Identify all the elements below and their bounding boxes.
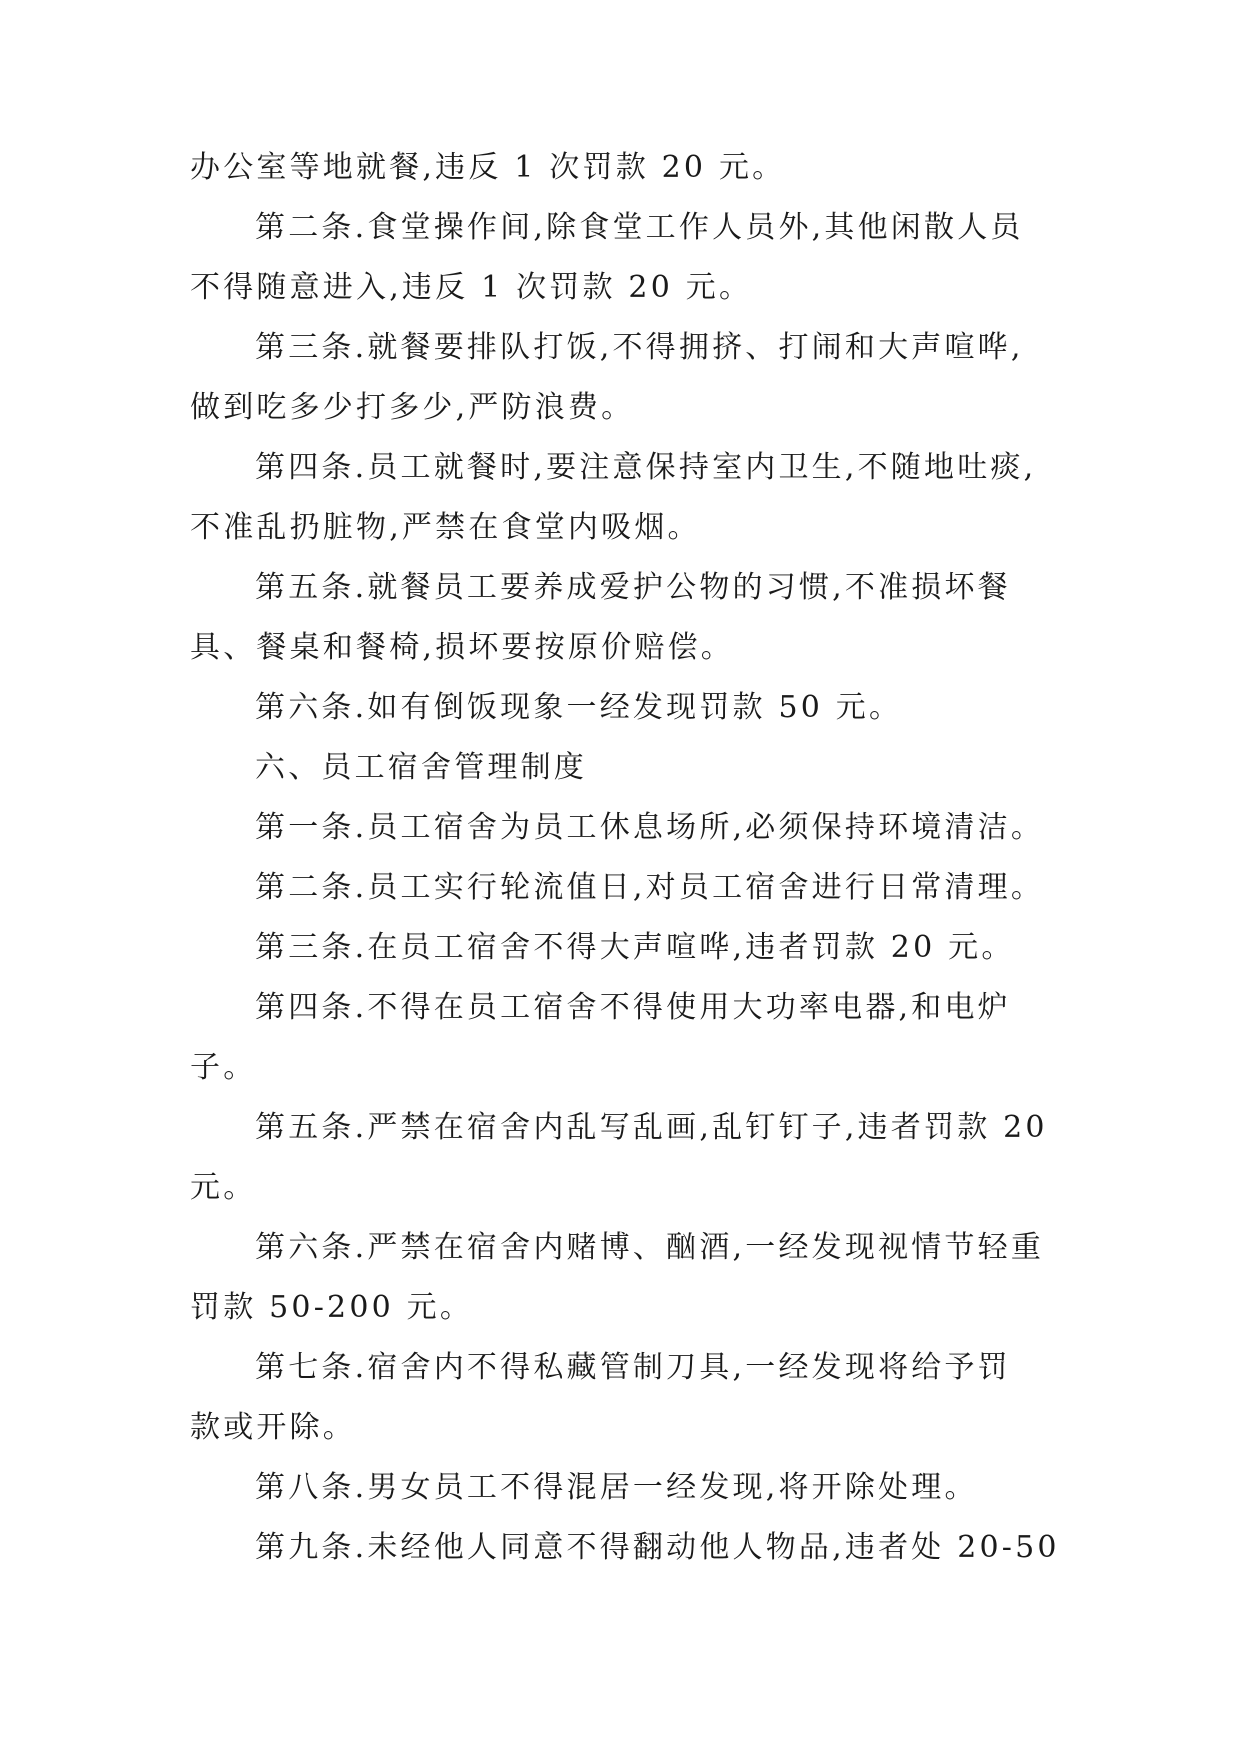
text-line: 第三条.就餐要排队打饭,不得拥挤、打闹和大声喧哗, xyxy=(255,330,1024,365)
text-line: 罚款 50-200 元。 xyxy=(190,1290,474,1325)
text-line: 办公室等地就餐,违反 1 次罚款 20 元。 xyxy=(190,150,786,185)
text-line: 第二条.员工实行轮流值日,对员工宿舍进行日常清理。 xyxy=(255,870,1045,905)
text-line: 具、餐桌和餐椅,损坏要按原价赔偿。 xyxy=(190,630,734,665)
text-line: 第六条.严禁在宿舍内赌博、酗酒,一经发现视情节轻重 xyxy=(255,1230,1045,1265)
text-line: 第三条.在员工宿舍不得大声喧哗,违者罚款 20 元。 xyxy=(255,930,1015,965)
text-line: 第五条.严禁在宿舍内乱写乱画,乱钉钉子,违者罚款 20 xyxy=(255,1110,1048,1145)
text-line: 第六条.如有倒饭现象一经发现罚款 50 元。 xyxy=(255,690,903,725)
text-line: 第八条.男女员工不得混居一经发现,将开除处理。 xyxy=(255,1470,978,1505)
text-line: 第四条.员工就餐时,要注意保持室内卫生,不随地吐痰, xyxy=(255,450,1037,485)
text-line: 第九条.未经他人同意不得翻动他人物品,违者处 20-50 xyxy=(255,1530,1060,1565)
text-line: 第七条.宿舍内不得私藏管制刀具,一经发现将给予罚 xyxy=(255,1350,1011,1385)
text-line: 做到吃多少打多少,严防浪费。 xyxy=(190,390,635,425)
section-heading: 六、员工宿舍管理制度 xyxy=(255,750,587,785)
text-line: 第四条.不得在员工宿舍不得使用大功率电器,和电炉 xyxy=(255,990,1011,1025)
text-line: 第一条.员工宿舍为员工休息场所,必须保持环境清洁。 xyxy=(255,810,1045,845)
text-line: 元。 xyxy=(190,1170,257,1205)
text-line: 子。 xyxy=(190,1050,257,1085)
text-line: 不准乱扔脏物,严禁在食堂内吸烟。 xyxy=(190,510,701,545)
text-line: 第二条.食堂操作间,除食堂工作人员外,其他闲散人员 xyxy=(255,210,1024,245)
text-line: 第五条.就餐员工要养成爱护公物的习惯,不准损坏餐 xyxy=(255,570,1011,605)
text-line: 不得随意进入,违反 1 次罚款 20 元。 xyxy=(190,270,753,305)
text-line: 款或开除。 xyxy=(190,1410,356,1445)
